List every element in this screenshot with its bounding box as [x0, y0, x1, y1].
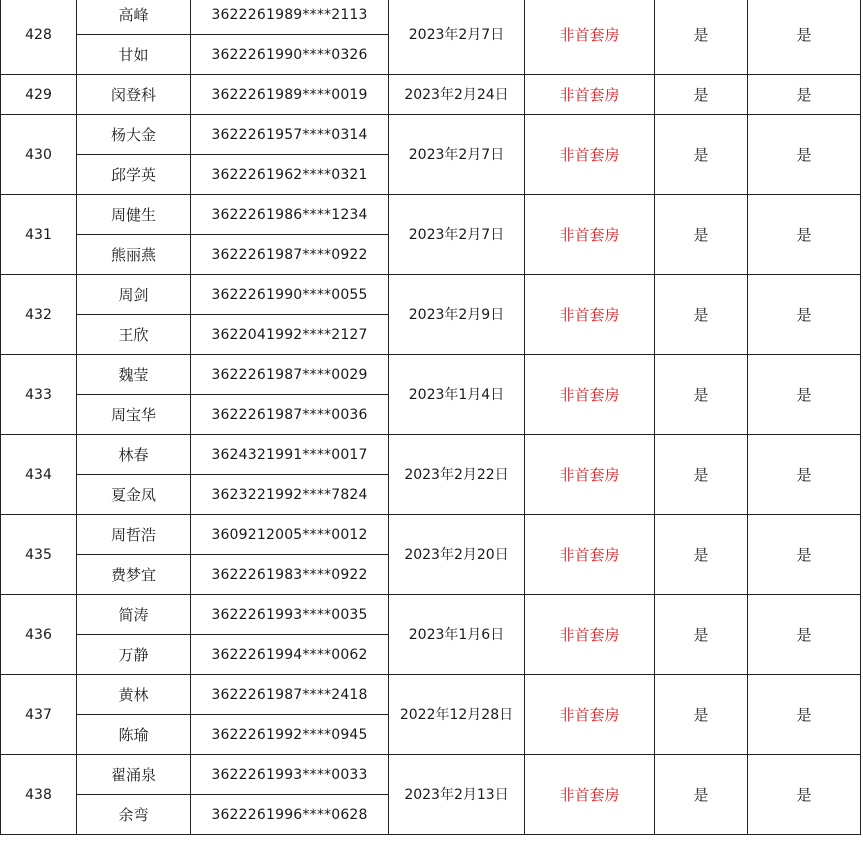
record-number: 434	[1, 435, 77, 515]
applicant-name: 熊丽燕	[77, 235, 191, 275]
record-number: 432	[1, 275, 77, 355]
purchase-date: 2023年2月22日	[389, 435, 525, 515]
housing-type: 非首套房	[525, 115, 655, 195]
id-number: 3622261987****0922	[191, 235, 389, 275]
id-number: 3622041992****2127	[191, 315, 389, 355]
table-row	[1, 75, 861, 115]
id-number: 3623221992****7824	[191, 475, 389, 515]
check-b: 是	[748, 595, 861, 675]
id-number: 3622261990****0055	[191, 275, 389, 315]
table-row	[1, 275, 861, 315]
table-row	[1, 0, 861, 35]
check-a: 是	[655, 515, 748, 595]
purchase-date: 2023年2月24日	[389, 75, 525, 115]
table-row	[1, 515, 861, 555]
applicant-name: 高峰	[77, 0, 191, 35]
table-row	[1, 675, 861, 715]
purchase-date: 2023年2月13日	[389, 755, 525, 835]
table-row	[1, 115, 861, 155]
table-row	[1, 435, 861, 475]
id-number: 3622261993****0033	[191, 755, 389, 795]
check-a: 是	[655, 115, 748, 195]
housing-type: 非首套房	[525, 195, 655, 275]
applicant-name: 周宝华	[77, 395, 191, 435]
housing-type: 非首套房	[525, 435, 655, 515]
housing-type: 非首套房	[525, 675, 655, 755]
record-number: 433	[1, 355, 77, 435]
purchase-date: 2023年1月6日	[389, 595, 525, 675]
id-number: 3622261986****1234	[191, 195, 389, 235]
check-b: 是	[748, 75, 861, 115]
record-number: 428	[1, 0, 77, 75]
id-number: 3622261993****0035	[191, 595, 389, 635]
purchase-date: 2023年2月20日	[389, 515, 525, 595]
purchase-date: 2023年2月9日	[389, 275, 525, 355]
applicant-name: 王欣	[77, 315, 191, 355]
applicant-name: 费梦宜	[77, 555, 191, 595]
check-b: 是	[748, 355, 861, 435]
check-a: 是	[655, 275, 748, 355]
table-row	[1, 355, 861, 395]
purchase-date: 2023年2月7日	[389, 195, 525, 275]
check-b: 是	[748, 0, 861, 75]
id-number: 3622261987****0036	[191, 395, 389, 435]
check-b: 是	[748, 755, 861, 835]
record-number: 431	[1, 195, 77, 275]
record-number: 438	[1, 755, 77, 835]
applicant-name: 林春	[77, 435, 191, 475]
table-row	[1, 195, 861, 235]
purchase-date: 2023年2月7日	[389, 0, 525, 75]
id-number: 3622261996****0628	[191, 795, 389, 835]
applicant-name: 甘如	[77, 35, 191, 75]
check-b: 是	[748, 275, 861, 355]
applicant-name: 翟涌泉	[77, 755, 191, 795]
id-number: 3609212005****0012	[191, 515, 389, 555]
applicant-name: 闵登科	[77, 75, 191, 115]
housing-type: 非首套房	[525, 355, 655, 435]
housing-type: 非首套房	[525, 0, 655, 75]
id-number: 3622261987****0029	[191, 355, 389, 395]
housing-type: 非首套房	[525, 275, 655, 355]
check-b: 是	[748, 115, 861, 195]
applicant-name: 邱学英	[77, 155, 191, 195]
purchase-date: 2022年12月28日	[389, 675, 525, 755]
record-number: 435	[1, 515, 77, 595]
record-number: 437	[1, 675, 77, 755]
applicant-name: 杨大金	[77, 115, 191, 155]
check-b: 是	[748, 195, 861, 275]
check-b: 是	[748, 515, 861, 595]
record-number: 436	[1, 595, 77, 675]
check-a: 是	[655, 195, 748, 275]
check-a: 是	[655, 355, 748, 435]
housing-type: 非首套房	[525, 755, 655, 835]
housing-type: 非首套房	[525, 515, 655, 595]
check-a: 是	[655, 435, 748, 515]
housing-type: 非首套房	[525, 75, 655, 115]
check-a: 是	[655, 595, 748, 675]
id-number: 3622261990****0326	[191, 35, 389, 75]
applicant-name: 周健生	[77, 195, 191, 235]
record-number: 430	[1, 115, 77, 195]
applicant-name: 黄林	[77, 675, 191, 715]
id-number: 3622261994****0062	[191, 635, 389, 675]
id-number: 3622261962****0321	[191, 155, 389, 195]
check-b: 是	[748, 675, 861, 755]
purchase-date: 2023年2月7日	[389, 115, 525, 195]
check-a: 是	[655, 75, 748, 115]
id-number: 3624321991****0017	[191, 435, 389, 475]
applicant-name: 万静	[77, 635, 191, 675]
table-body	[1, 0, 861, 835]
table-row	[1, 595, 861, 635]
housing-type: 非首套房	[525, 595, 655, 675]
id-number: 3622261987****2418	[191, 675, 389, 715]
applicant-name: 夏金凤	[77, 475, 191, 515]
applicant-name: 余弯	[77, 795, 191, 835]
table-row	[1, 755, 861, 795]
check-a: 是	[655, 0, 748, 75]
applicant-name: 魏莹	[77, 355, 191, 395]
applicant-name: 周剑	[77, 275, 191, 315]
applicant-name: 周哲浩	[77, 515, 191, 555]
id-number: 3622261989****0019	[191, 75, 389, 115]
record-number: 429	[1, 75, 77, 115]
id-number: 3622261992****0945	[191, 715, 389, 755]
purchase-date: 2023年1月4日	[389, 355, 525, 435]
id-number: 3622261983****0922	[191, 555, 389, 595]
check-a: 是	[655, 675, 748, 755]
check-b: 是	[748, 435, 861, 515]
check-a: 是	[655, 755, 748, 835]
id-number: 3622261989****2113	[191, 0, 389, 35]
id-number: 3622261957****0314	[191, 115, 389, 155]
applicant-name: 陈瑜	[77, 715, 191, 755]
applicant-name: 简涛	[77, 595, 191, 635]
